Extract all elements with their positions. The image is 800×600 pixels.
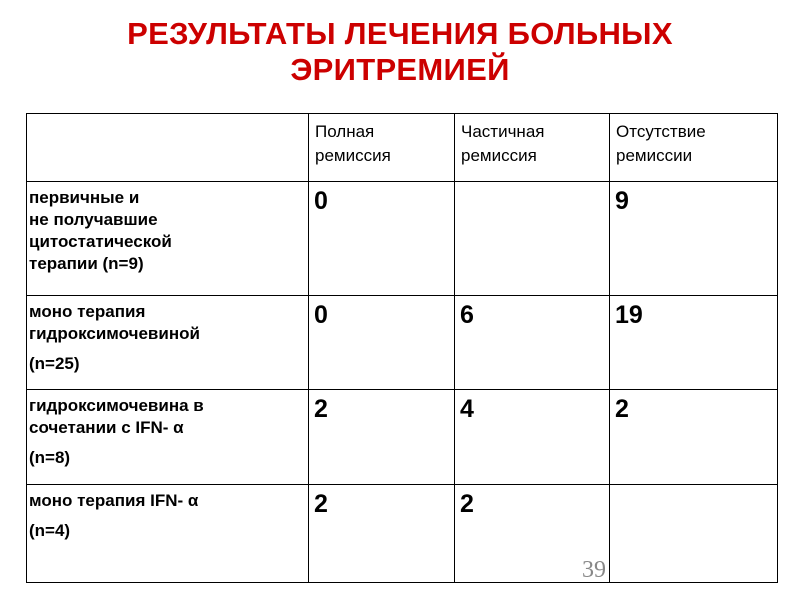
header-text: Отсутствие [616, 122, 706, 141]
header-text: ремиссии [616, 146, 693, 165]
row-label-line: первичные и [29, 188, 140, 207]
value-text: 9 [615, 187, 629, 215]
header-cell-no-remission [610, 114, 778, 182]
value-text: 0 [314, 301, 328, 329]
table-row [27, 390, 778, 485]
value-text: 2 [314, 490, 328, 518]
value-cell [309, 296, 455, 390]
value-cell [610, 485, 778, 583]
table-row [27, 296, 778, 390]
row-label-cell [27, 182, 309, 296]
row-label-line: сочетании с IFN- α [29, 418, 184, 437]
row-label-line: моно терапия [29, 302, 146, 321]
value-text: 2 [615, 395, 629, 423]
value-text: 6 [460, 301, 474, 329]
row-label-cell [27, 485, 309, 583]
value-cell [610, 182, 778, 296]
row-label-line: моно терапия IFN- α [29, 491, 199, 510]
results-table [26, 113, 778, 583]
value-text: 2 [314, 395, 328, 423]
value-text: 19 [615, 301, 643, 329]
value-cell [455, 390, 610, 485]
page-number: 39 [582, 557, 606, 583]
row-label-line: (n=25) [29, 354, 80, 373]
row-label-line: гидроксимочевиной [29, 324, 200, 343]
value-cell [309, 182, 455, 296]
value-cell [455, 296, 610, 390]
header-text: Частичная [461, 122, 545, 141]
slide-title-line-2: ЭРИТРЕМИЕЙ [290, 52, 510, 87]
value-cell [610, 390, 778, 485]
value-cell [309, 485, 455, 583]
header-text: Полная [315, 122, 375, 141]
row-label-line: цитостатической [29, 232, 172, 251]
slide-title [0, 16, 800, 88]
value-cell [455, 182, 610, 296]
row-label-line: гидроксимочевина в [29, 396, 204, 415]
value-text: 0 [314, 187, 328, 215]
value-cell [610, 296, 778, 390]
row-label-cell [27, 296, 309, 390]
slide-title-line-1: РЕЗУЛЬТАТЫ ЛЕЧЕНИЯ БОЛЬНЫХ [127, 16, 673, 51]
table-row [27, 182, 778, 296]
header-text: ремиссия [315, 146, 391, 165]
row-label-line: терапии (n=9) [29, 254, 144, 273]
header-cell-complete-remission [309, 114, 455, 182]
table-header-row [27, 114, 778, 182]
header-corner-cell [27, 114, 309, 182]
value-text [455, 182, 609, 186]
table-row [27, 485, 778, 583]
row-label-cell [27, 390, 309, 485]
value-text [610, 485, 777, 489]
value-cell [309, 390, 455, 485]
row-label-line: (n=4) [29, 521, 71, 540]
row-label-line: не получавшие [29, 210, 158, 229]
value-text: 2 [460, 490, 474, 518]
row-label-line: (n=8) [29, 448, 71, 467]
value-text: 4 [460, 395, 474, 423]
header-cell-partial-remission [455, 114, 610, 182]
header-text: ремиссия [461, 146, 537, 165]
